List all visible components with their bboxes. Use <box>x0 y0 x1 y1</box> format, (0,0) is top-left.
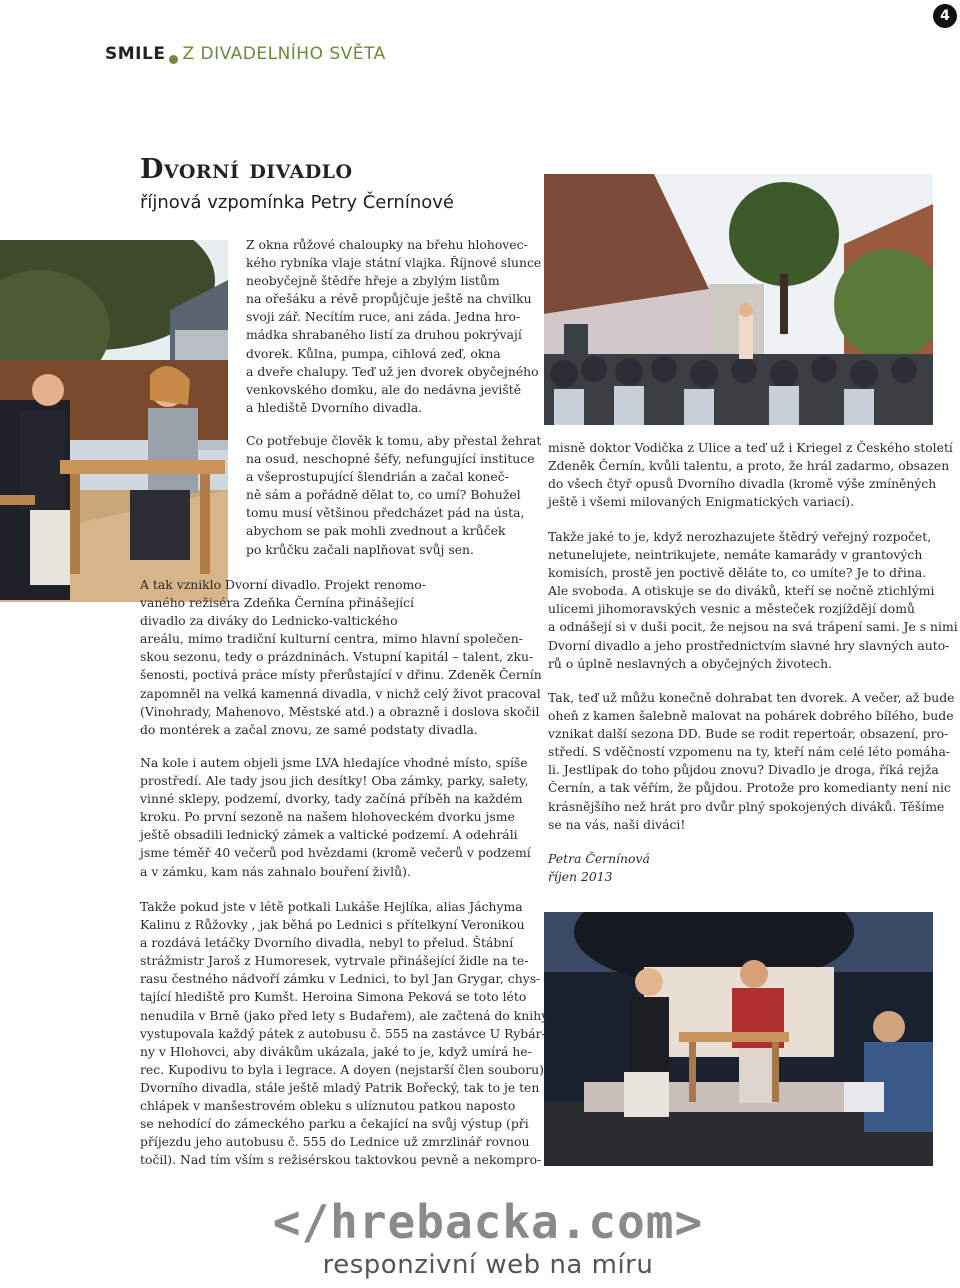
text-line: strážmistr Jaroš z Humoresek, vytrvale přinášející židle na te- <box>140 953 529 969</box>
photo-actors-table <box>0 240 228 602</box>
paragraph-2 <box>246 432 541 559</box>
text-line: vaného režiséra Zdeňka Černína přinášející <box>140 595 415 611</box>
paragraph-4 <box>140 754 531 881</box>
text-line: ny v Hlohovci, aby divákům ukázala, jaké to je, když umírá he- <box>140 1043 532 1059</box>
col2-paragraph-1 <box>548 439 953 511</box>
text-line: ještě i všemi milovaných Enigmatických variací). <box>548 494 855 510</box>
text-line: mádka shrabaného listí za druhou pokrývají <box>246 327 522 343</box>
text-line: svoji zář. Necítím ruce, ani záda. Jedna hro- <box>246 309 521 325</box>
text-line: Kalinu z Růžovky , jak běhá po Lednici s přítelkyní Veronikou <box>140 917 525 933</box>
text-line: ulicemi jihomoravských vesnic a městeček rozjíždějí domů <box>548 601 915 617</box>
text-line: a hlediště Dvorního divadla. <box>246 399 423 415</box>
photo-courtyard-audience <box>544 174 933 425</box>
watermark-sub: responzivní web na míru <box>322 1250 654 1280</box>
text-line: Tak, teď už můžu konečně dohrabat ten dvorek. A večer, až bude <box>548 690 955 705</box>
text-line: a odnášejí si v duši pocit, že nejsou na svá trápení sami. Je s nimi <box>548 619 958 635</box>
text-line: Co potřebuje člověk k tomu, aby přestal žehrat <box>246 433 542 448</box>
text-line: Takže jaké to je, když nerozhazujete štědrý veřejný rozpočet, <box>548 529 932 544</box>
photo-night-performance <box>544 912 933 1166</box>
text-line: středí. S vděčností vzpomenu na ty, kteří nám celé léto pomáha- <box>548 744 951 760</box>
text-line: A tak vzniklo Dvorní divadlo. Projekt renomo- <box>140 577 426 592</box>
text-line: misně doktor Vodička z Ulice a teď už i Kriegel z Českého století <box>548 440 953 455</box>
text-line: a v zámku, kam nás zahnalo bouření živlů). <box>140 863 411 879</box>
text-line: areálu, mimo tradiční kulturní centra, mimo hlavní společen- <box>140 631 523 647</box>
article-title: Dvorní divadlo <box>140 154 353 185</box>
text-line: kroku. Po první sezoně na našem hlohoveckém dvorku jsme <box>140 809 515 825</box>
text-line: točil). Nad tím vším s režisérskou taktovkou pevně a nekompro- <box>140 1152 542 1168</box>
text-line: prostředí. Ale tady jsou jich desítky! Oba zámky, parky, salety, <box>140 773 529 789</box>
magazine-brand: SMILE <box>105 44 166 64</box>
text-line: dvorek. Kůlna, pumpa, cihlová zeď, okna <box>246 345 501 361</box>
text-line: rec. Kupodivu to byla i legrace. A doyen (nejstarší člen souboru) <box>140 1061 544 1077</box>
text-line: divadlo za diváky do Lednicko-valtického <box>140 613 398 629</box>
text-line: komisích, prostě jen poctivě děláte to, co umíte? Je to dřina. <box>548 565 927 581</box>
text-line: Dvorní divadlo a jeho prostřednictvím slavné hry slavných auto- <box>548 637 950 653</box>
col2-paragraph-3 <box>548 689 955 834</box>
text-line: nenudila v Brně (jako před lety s Budařem), ale začtená do knihy <box>140 1007 549 1023</box>
text-line: vystupovala každý pátek z autobusu č. 555 na zastávce U Rybár- <box>140 1025 546 1041</box>
text-line: oheň z kamen šalebně malovat na pohárek dobrého bílého, bude <box>548 708 954 724</box>
signature-date: říjen 2013 <box>548 869 613 885</box>
text-line: neobyčejně štědře hřeje a zbylým listům <box>246 273 500 289</box>
text-line: se nehodící do zámeckého parku a čekající na svůj výstup (při <box>140 1116 529 1132</box>
text-line: skou sezonu, tedy o prázdninách. Vstupní kapitál – talent, zku- <box>140 649 534 665</box>
text-line: rů o úplně neslavných a obyčejných životech. <box>548 655 833 671</box>
section-name: Z DIVADELNÍHO SVĚTA <box>182 44 386 64</box>
text-line: se na vás, naši diváci! <box>548 816 686 832</box>
text-line: příjezdu jeho autobusu č. 555 do Lednice už zmrzlinář rovnou <box>140 1134 530 1150</box>
paragraph-3 <box>140 576 542 739</box>
text-line: Z okna růžové chaloupky na břehu hlohovec- <box>246 237 528 252</box>
text-line: chlápek v manšestrovém obleku s ulíznutou patkou naposto <box>140 1098 516 1114</box>
text-line: Takže pokud jste v létě potkali Lukáše Hejlíka, alias Jáchyma <box>140 899 523 914</box>
text-line: na osud, neschopné šéfy, nefungující instituce <box>246 451 535 467</box>
watermark-main: </hrebacka.com> <box>272 1195 704 1249</box>
text-line: šenosti, poctivá práce místy přerůstající v dřinu. Zdeněk Černín <box>140 667 542 683</box>
article-subtitle: říjnová vzpomínka Petry Černínové <box>140 192 454 213</box>
col2-paragraph-2 <box>548 528 958 673</box>
text-line: li. Jestlipak do toho půjdou znovu? Divadlo je droga, říká rejža <box>548 762 939 778</box>
text-line: do všech čtyř opusů Dvorního divadla (kromě výše zmíněných <box>548 476 937 492</box>
header-dot-icon <box>169 55 178 64</box>
text-line: rasu čestného nádvoří zámku v Lednici, to byl Jan Grygar, chys- <box>140 971 541 987</box>
stage-photo-icon <box>0 240 228 602</box>
audience-photo-icon <box>544 174 933 425</box>
text-line: tomu musí většinou předcházet pád na ústa, <box>246 505 525 521</box>
text-line: zapomněl na velká kamenná divadla, v nichž celý život pracoval <box>140 685 541 701</box>
text-line: Dvorního divadla, stále ještě mladý Patrik Bořecký, tak to je ten <box>140 1079 540 1095</box>
text-line: (Vinohrady, Mahenovo, Městské atd.) a obrazně i doslova skočil <box>140 703 540 719</box>
text-line: tající hlediště pro Kumšt. Heroina Simona Peková se toto léto <box>140 989 527 1005</box>
page-number: 4 <box>933 4 957 28</box>
text-line: jsme téměř 40 večerů pod hvězdami (kromě večerů v podzemí <box>140 845 531 861</box>
text-line: a rozdává letáčky Dvorního divadla, nebyl to přelud. Štábní <box>140 935 514 951</box>
text-line: Na kole i autem objeli jsme LVA hledajíce vhodné místo, spíše <box>140 755 528 770</box>
text-line: ně sám a pořádně dělat to, co umí? Bohužel <box>246 487 521 503</box>
signature <box>548 850 650 886</box>
intro-paragraph <box>246 236 541 417</box>
text-line: ještě obsadili lednický zámek a valtické podzemí. A odehráli <box>140 827 518 843</box>
text-line: abychom se pak mohli zvednout a krůček <box>246 523 506 539</box>
text-line: krásnějšího než hrát pro dvůr plný spokojených diváků. Těšíme <box>548 798 945 814</box>
signature-name: Petra Černínová <box>548 851 650 866</box>
section-header <box>105 44 386 64</box>
night-stage-photo-icon <box>544 912 933 1166</box>
text-line: a všeprostupující šlendrián a začal koneč- <box>246 469 509 485</box>
text-line: Zdeněk Černín, kvůli talentu, a proto, že hrál zadarmo, obsazen <box>548 458 950 474</box>
text-line: kého rybníka vlaje státní vlajka. Říjnové slunce <box>246 255 542 271</box>
text-line: venkovského domku, ale do nedávna jeviště <box>246 381 522 397</box>
text-line: na ořešáku a révě propůjčuje ještě na chvilku <box>246 291 532 307</box>
text-line: a dveře chalupy. Teď už jen dvorek obyčejného <box>246 363 539 379</box>
watermark <box>228 1196 748 1288</box>
text-line: netunelujete, neintrikujete, nemáte kamarády v grantových <box>548 547 923 563</box>
text-line: do montérek a začal znovu, ze samé podstaty divadla. <box>140 721 478 737</box>
paragraph-5 <box>140 898 548 1169</box>
text-line: Ale svoboda. A otiskuje se do diváků, kteří se nočně ztichlými <box>548 583 935 599</box>
text-line: Černín, a tak věřím, že půjdou. Protože pro komedianty není nic <box>548 780 951 796</box>
text-line: po krůčku začali naplňovat svůj sen. <box>246 541 474 557</box>
text-line: vznikat další sezona DD. Bude se rodit repertoár, obsazení, pro- <box>548 726 949 742</box>
text-line: vinné sklepy, podzemí, dvorky, tady začíná příběh na každém <box>140 791 523 807</box>
